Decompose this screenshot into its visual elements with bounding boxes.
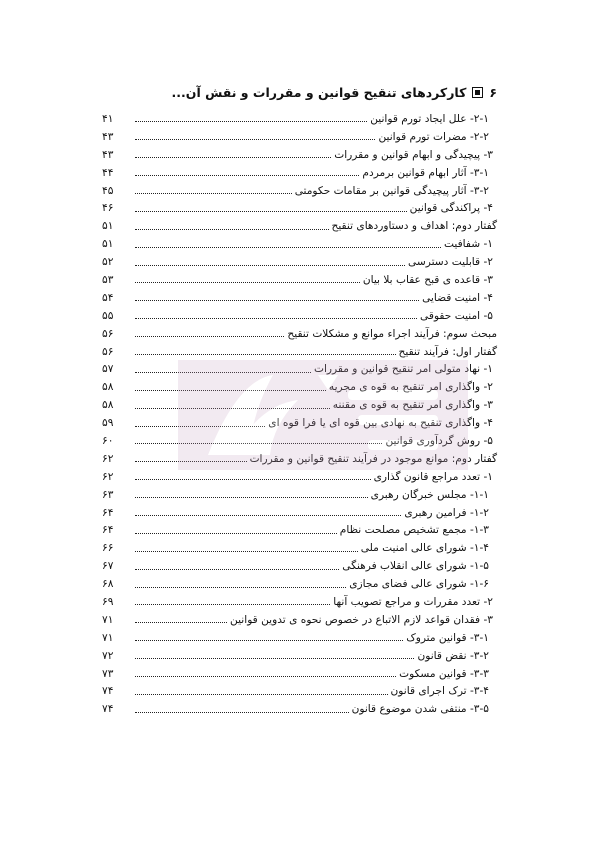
toc-entry-title: ۱-۳- مجمع تشخیص مصلحت نظام (339, 524, 489, 537)
toc-entry (102, 164, 497, 182)
table-of-contents (102, 110, 497, 718)
toc-entry-title: گفتار دوم: اهداف و دستاوردهای تنقیح (331, 220, 497, 233)
toc-entry (102, 414, 497, 432)
toc-leader-dots (135, 282, 360, 283)
toc-entry-title: ۳- فقدان قواعد لازم الاتباع در خصوص نحوه ی تدوین قوانین (230, 613, 493, 626)
toc-entry-page: ۷۳ (102, 667, 114, 680)
toc-entry-page: ۶۳ (102, 488, 114, 501)
toc-entry-page: ۴۳ (102, 148, 114, 161)
toc-entry-title: گفتار دوم: موانع موجود در فرآیند تنقیح قوانین و مقررات (249, 452, 497, 465)
toc-entry-title: ۳-۱- آثار ابهام قوانین برمردم (362, 166, 489, 179)
toc-entry-title: ۱-۲- فرامین رهبری (404, 506, 489, 519)
toc-entry-title: گفتار اول: فرآیند تنقیح (398, 345, 497, 358)
toc-entry-page: ۷۴ (102, 703, 114, 716)
toc-entry-page: ۵۵ (102, 309, 114, 322)
toc-leader-dots (135, 300, 419, 301)
toc-entry (102, 504, 497, 522)
toc-entry-page: ۶۷ (102, 560, 114, 573)
toc-entry (102, 146, 497, 164)
toc-entry (102, 307, 497, 325)
toc-leader-dots (135, 390, 326, 391)
toc-entry-title: ۴- واگذاری تنقیح به نهادی بین قوه ای یا فرا قوه ای (268, 417, 493, 430)
toc-entry-title: ۵- امنیت حقوقی (420, 309, 493, 322)
toc-entry-page: ۵۲ (102, 256, 114, 269)
toc-entry-page: ۶۴ (102, 506, 114, 519)
square-ornament-icon (472, 87, 483, 98)
toc-entry (102, 110, 497, 128)
toc-leader-dots (135, 640, 403, 641)
toc-entry-title: ۳-۲- آثار پیچیدگی قوانین بر مقامات حکومتی (294, 184, 489, 197)
toc-entry-page: ۵۳ (102, 273, 114, 286)
toc-entry (102, 343, 497, 361)
toc-entry-title: ۱-۴- شورای عالی امنیت ملی (360, 542, 489, 555)
toc-entry (102, 378, 497, 396)
toc-leader-dots (135, 336, 284, 337)
toc-entry-title: ۱- نهاد متولی امر تنقیح قوانین و مقررات (314, 363, 493, 376)
page-number: ۶ (489, 84, 497, 100)
toc-entry (102, 521, 497, 539)
toc-entry-title: ۳-۳- قوانین مسکوت (399, 667, 489, 680)
toc-leader-dots (135, 604, 330, 605)
toc-entry-title: ۱- شفافیت (443, 238, 493, 251)
toc-entry-title: ۲- تعدد مقررات و مراجع تصویب آنها (333, 595, 493, 608)
toc-entry-page: ۵۱ (102, 238, 114, 251)
toc-entry-page: ۶۴ (102, 524, 114, 537)
toc-entry-title: ۴- امنیت قضایی (422, 291, 493, 304)
toc-entry (102, 128, 497, 146)
toc-leader-dots (135, 175, 359, 176)
toc-entry-page: ۴۶ (102, 202, 114, 215)
toc-entry-page: ۵۴ (102, 291, 114, 304)
toc-entry-title: ۴- پراکندگی قوانین (409, 202, 493, 215)
toc-entry-title: ۱-۶- شورای عالی فضای مجازی (349, 578, 489, 591)
toc-entry (102, 253, 497, 271)
toc-leader-dots (135, 193, 292, 194)
toc-entry (102, 539, 497, 557)
toc-leader-dots (135, 265, 405, 266)
toc-entry-title: ۳- واگذاری امر تنقیح به قوه ی مقننه (332, 399, 493, 412)
toc-entry-page: ۵۶ (102, 345, 114, 358)
toc-entry (102, 432, 497, 450)
toc-entry-page: ۷۴ (102, 685, 114, 698)
toc-entry (102, 611, 497, 629)
toc-entry-page: ۶۸ (102, 578, 114, 591)
toc-leader-dots (135, 211, 407, 212)
toc-leader-dots (135, 622, 227, 623)
toc-entry-page: ۴۴ (102, 166, 114, 179)
toc-entry-page: ۶۲ (102, 452, 114, 465)
toc-entry-page: ۷۱ (102, 631, 114, 644)
toc-leader-dots (135, 139, 375, 140)
toc-entry-page: ۵۱ (102, 220, 114, 233)
toc-entry (102, 575, 497, 593)
toc-entry (102, 235, 497, 253)
toc-leader-dots (135, 515, 401, 516)
toc-entry (102, 396, 497, 414)
toc-entry (102, 629, 497, 647)
toc-entry-title: ۳-۱- قوانین متروک (406, 631, 489, 644)
toc-entry-page: ۵۸ (102, 399, 114, 412)
toc-entry (102, 683, 497, 701)
toc-entry (102, 647, 497, 665)
toc-entry-page: ۵۹ (102, 417, 114, 430)
toc-leader-dots (135, 247, 441, 248)
toc-entry (102, 486, 497, 504)
toc-entry-title: ۳-۲- نقض قانون (417, 649, 489, 662)
toc-entry-page: ۶۶ (102, 542, 114, 555)
toc-leader-dots (135, 712, 349, 713)
toc-entry (102, 360, 497, 378)
toc-leader-dots (135, 408, 330, 409)
toc-entry-page: ۷۲ (102, 649, 114, 662)
toc-entry-title: ۱- تعدد مراجع قانون گذاری (373, 470, 493, 483)
toc-entry-page: ۷۱ (102, 613, 114, 626)
toc-leader-dots (135, 354, 396, 355)
toc-leader-dots (135, 157, 331, 158)
toc-entry-title: ۱-۱- مجلس خبرگان رهبری (370, 488, 489, 501)
toc-entry-page: ۵۷ (102, 363, 114, 376)
toc-entry (102, 450, 497, 468)
toc-entry-title: ۲-۱- علل ایجاد تورم قوانین (370, 112, 489, 125)
toc-leader-dots (135, 229, 329, 230)
toc-entry-page: ۵۶ (102, 327, 114, 340)
toc-entry (102, 199, 497, 217)
toc-entry-title: ۲-۲- مضرات تورم قوانین (378, 130, 489, 143)
toc-entry (102, 593, 497, 611)
toc-entry-page: ۴۵ (102, 184, 114, 197)
toc-entry (102, 557, 497, 575)
toc-entry-page: ۶۲ (102, 470, 114, 483)
toc-leader-dots (135, 587, 346, 588)
toc-entry-title: ۳-۵- منتفی شدن موضوع قانون (351, 703, 489, 716)
toc-leader-dots (135, 318, 417, 319)
toc-entry-title: ۲- قابلیت دسترسی (408, 256, 493, 269)
toc-entry-page: ۶۰ (102, 434, 114, 447)
toc-entry-page: ۶۹ (102, 595, 114, 608)
toc-entry-page: ۴۱ (102, 112, 114, 125)
toc-leader-dots (135, 426, 265, 427)
toc-entry-title: ۳- پیچیدگی و ابهام قوانین و مقررات (334, 148, 493, 161)
toc-leader-dots (135, 569, 339, 570)
toc-leader-dots (135, 479, 371, 480)
toc-entry-title: ۳- قاعده ی قبح عقاب بلا بیان (362, 273, 493, 286)
toc-entry (102, 271, 497, 289)
toc-entry-title: ۳-۴- ترک اجرای قانون (390, 685, 489, 698)
toc-entry (102, 325, 497, 343)
toc-leader-dots (135, 121, 367, 122)
toc-leader-dots (135, 676, 396, 677)
toc-leader-dots (135, 658, 414, 659)
toc-leader-dots (135, 533, 337, 534)
toc-entry (102, 665, 497, 683)
toc-leader-dots (135, 372, 311, 373)
page-header (60, 82, 497, 102)
toc-entry (102, 289, 497, 307)
toc-entry (102, 468, 497, 486)
toc-leader-dots (135, 694, 388, 695)
toc-leader-dots (135, 461, 247, 462)
toc-leader-dots (135, 551, 358, 552)
toc-entry (102, 217, 497, 235)
toc-leader-dots (135, 497, 368, 498)
toc-entry-title: مبحث سوم: فرآیند اجراء موانع و مشکلات تنقیح (287, 327, 497, 340)
toc-entry-page: ۴۳ (102, 130, 114, 143)
toc-entry (102, 182, 497, 200)
toc-entry (102, 700, 497, 718)
running-title: کارکردهای تنقیح قوانین و مقررات و نقش آن... (171, 84, 467, 100)
toc-entry-title: ۲- واگذاری امر تنقیح به قوه ی مجریه (328, 381, 493, 394)
toc-entry-page: ۵۸ (102, 381, 114, 394)
toc-entry-title: ۵- روش گردآوری قوانین (385, 434, 493, 447)
toc-entry-title: ۱-۵- شورای عالی انقلاب فرهنگی (342, 560, 489, 573)
toc-leader-dots (135, 443, 382, 444)
